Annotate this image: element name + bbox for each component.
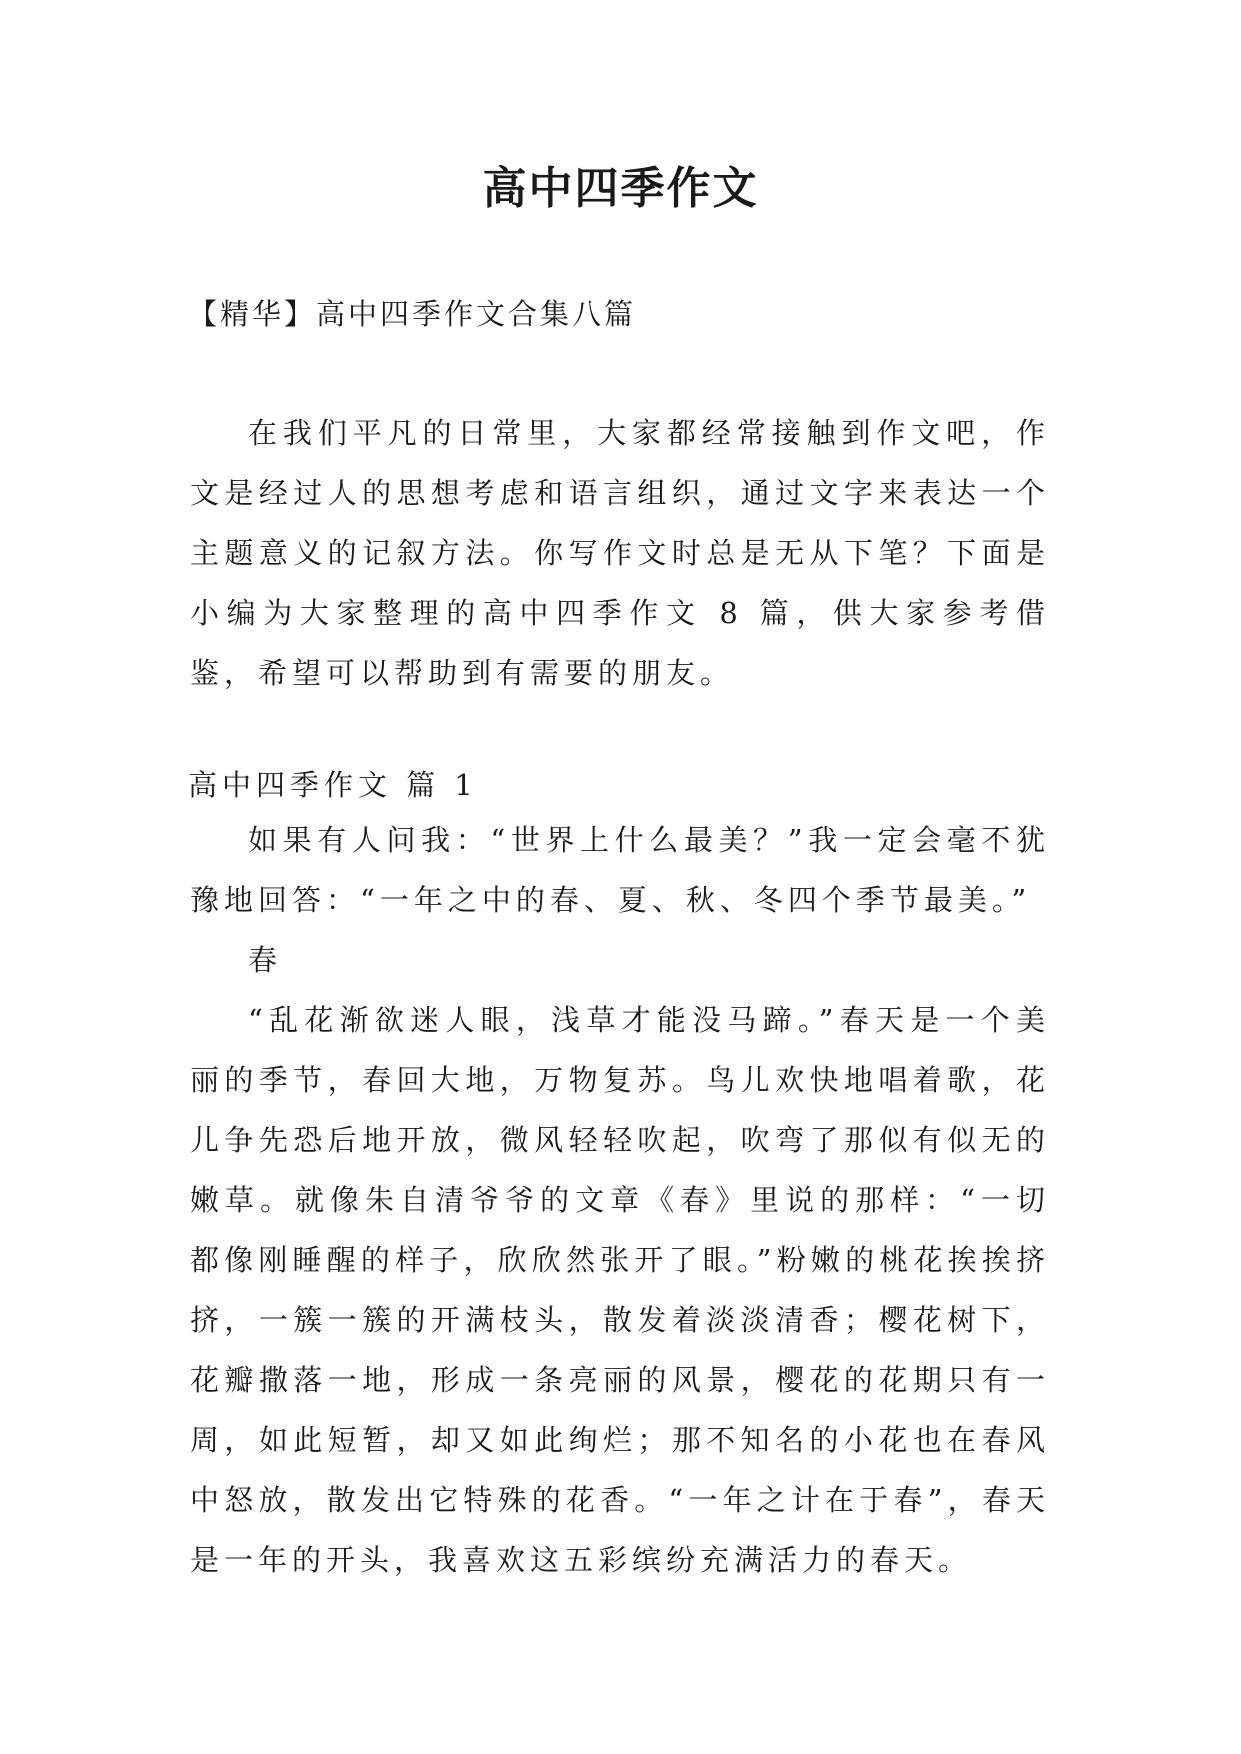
section-paragraph-1: 如果有人问我：“世界上什么最美？”我一定会毫不犹豫地回答：“一年之中的春、夏、秋、冬四个季节最美。”	[190, 823, 1050, 917]
intro-block	[190, 403, 1050, 703]
season-heading-spring: 春	[248, 943, 283, 977]
document-subtitle: 【精华】高中四季作文合集八篇	[188, 297, 637, 331]
section-paragraph-2: “乱花渐欲迷人眼，浅草才能没马蹄。”春天是一个美丽的季节，春回大地，万物复苏。鸟儿欢快地唱着歌，花儿争先恐后地开放，微风轻轻吹起，吹弯了那似有似无的嫩草。就像朱自清爷爷的文章《春》里说的那样：“一切都像刚睡醒的样子，欣欣然张开了眼。”粉嫩的桃花挨挨挤挤，一簇一簇的开满枝头，散发着淡淡清香；樱花树下，花瓣撒落一地，形成一条亮丽的风景，樱花的花期只有一周，如此短暂，却又如此绚烂；那不知名的小花也在春风中怒放，散发出它特殊的花香。“一年之计在于春”，春天是一年的开头，我喜欢这五彩缤纷充满活力的春天。	[190, 1003, 1050, 1577]
section-body	[190, 810, 1050, 1590]
section-heading: 高中四季作文 篇 1	[188, 768, 478, 802]
page-title: 高中四季作文	[482, 163, 759, 214]
intro-paragraph: 在我们平凡的日常里，大家都经常接触到作文吧，作文是经过人的思想考虑和语言组织，通过文字来表达一个主题意义的记叙方法。你写作文时总是无从下笔？下面是小编为大家整理的高中四季作文 8 篇，供大家参考借鉴，希望可以帮助到有需要的朋友。	[190, 416, 1050, 690]
